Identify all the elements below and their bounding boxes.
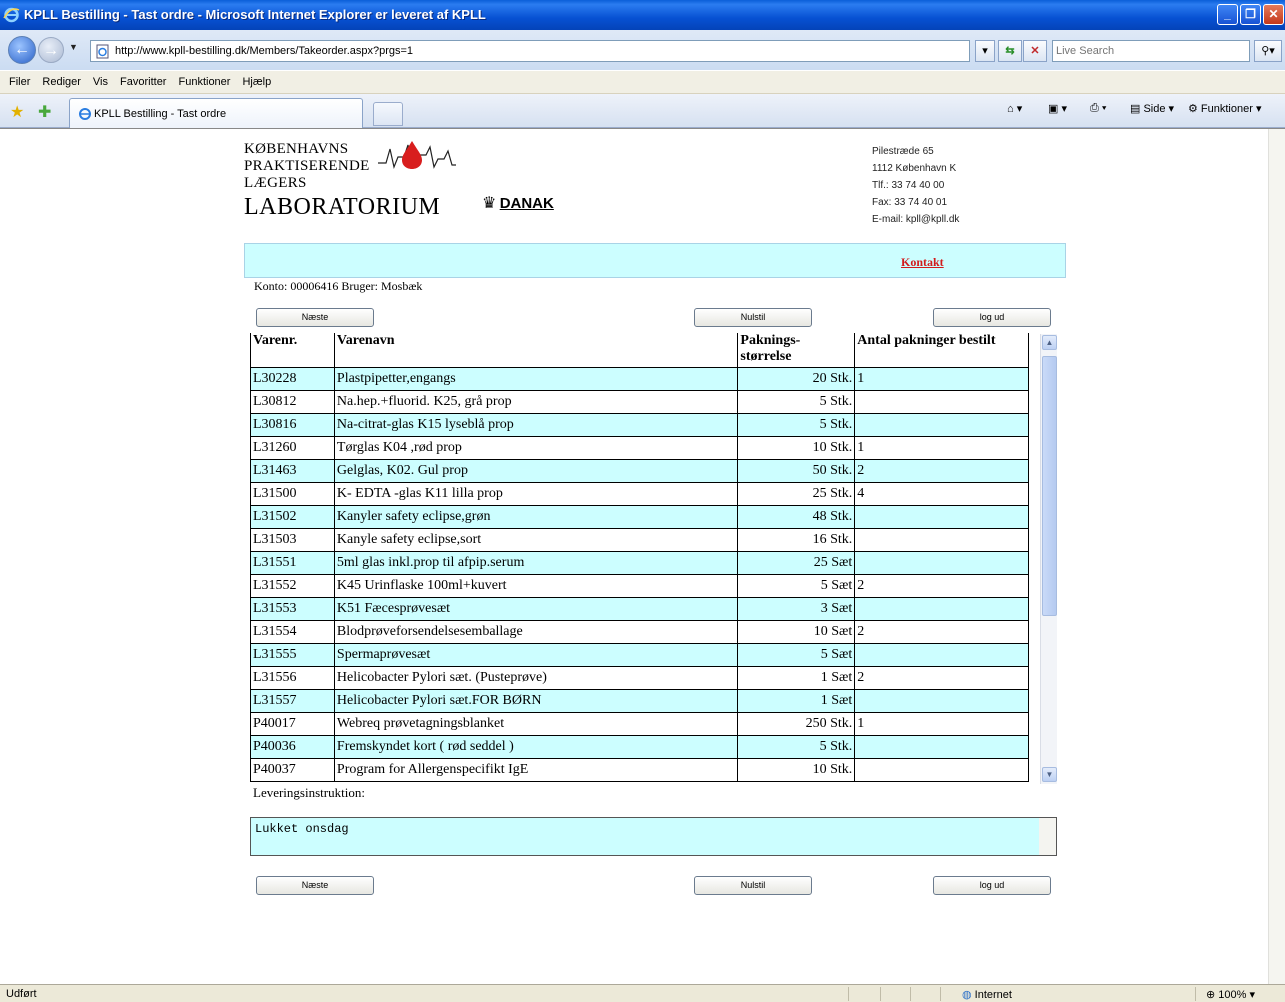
- pack-size-cell: 5 Sæt: [738, 574, 855, 597]
- quantity-cell[interactable]: 4: [855, 482, 1029, 505]
- feeds-icon[interactable]: ▣ ▾: [1048, 103, 1067, 115]
- status-bar: [0, 984, 1285, 1002]
- status-divider: [940, 987, 941, 1001]
- globe-icon: ◍: [962, 989, 972, 1001]
- heartbeat-drop-icon: [378, 137, 458, 173]
- item-number-cell: L30228: [251, 367, 335, 390]
- quantity-cell[interactable]: [855, 528, 1029, 551]
- phone-line: Tlf.: 33 74 40 00: [872, 180, 945, 191]
- item-number-cell: L31500: [251, 482, 335, 505]
- table-row: [251, 689, 1029, 712]
- item-number-cell: L30816: [251, 413, 335, 436]
- item-name-cell: K51 Fæcesprøvesæt: [334, 597, 738, 620]
- search-input[interactable]: [1056, 42, 1246, 60]
- tools-menu-label: Funktioner: [1200, 103, 1253, 115]
- address-line: Pilestræde 65: [872, 146, 934, 157]
- crown-icon: ♛: [482, 195, 497, 212]
- logout-button-top[interactable]: log ud: [933, 308, 1051, 327]
- item-number-cell: P40017: [251, 712, 335, 735]
- pack-size-cell: 25 Sæt: [738, 551, 855, 574]
- order-table-container: [250, 333, 1058, 783]
- quantity-cell[interactable]: 1: [855, 712, 1029, 735]
- table-row: [251, 436, 1029, 459]
- table-row: [251, 643, 1029, 666]
- item-number-cell: L31551: [251, 551, 335, 574]
- minimize-icon: _: [1224, 7, 1231, 21]
- zone-label: Internet: [974, 989, 1012, 1001]
- item-number-cell: L31552: [251, 574, 335, 597]
- menu-list: [3, 71, 277, 93]
- status-divider: [1195, 987, 1196, 1001]
- table-row: [251, 666, 1029, 689]
- pack-size-cell: 50 Stk.: [738, 459, 855, 482]
- quantity-cell[interactable]: 1: [855, 367, 1029, 390]
- table-header-row: [251, 333, 1029, 367]
- zoom-control[interactable]: ⊕ 100% ▾: [1206, 989, 1255, 1001]
- status-divider: [910, 987, 911, 1001]
- item-name-cell: Helicobacter Pylori sæt.FOR BØRN: [334, 689, 738, 712]
- arrow-left-icon: ←: [14, 41, 30, 58]
- item-name-cell: Blodprøveforsendelsesemballage: [334, 620, 738, 643]
- window-title: KPLL Bestilling - Tast ordre - Microsoft Internet Explorer er leveret af KPLL: [24, 7, 486, 22]
- table-row: [251, 758, 1029, 781]
- address-dropdown[interactable]: [975, 40, 995, 62]
- quantity-cell[interactable]: [855, 505, 1029, 528]
- status-divider: [880, 987, 881, 1001]
- logo-line-1: KØBENHAVNS: [244, 141, 349, 157]
- item-name-cell: Na-citrat-glas K15 lyseblå prop: [334, 413, 738, 436]
- table-row: [251, 413, 1029, 436]
- delivery-scrollbar[interactable]: [1039, 818, 1056, 855]
- menu-item[interactable]: Favoritter: [120, 76, 167, 88]
- quantity-cell[interactable]: [855, 758, 1029, 781]
- table-row: [251, 528, 1029, 551]
- item-name-cell: Spermaprøvesæt: [334, 643, 738, 666]
- home-icon[interactable]: ⌂ ▾: [1007, 103, 1023, 115]
- account-info: Konto: 00006416 Bruger: Mosbæk: [254, 279, 423, 293]
- back-button[interactable]: [8, 36, 36, 64]
- item-name-cell: Program for Allergenspecifikt IgE: [334, 758, 738, 781]
- refresh-icon: ⇆: [1005, 45, 1015, 57]
- pack-size-cell: 16 Stk.: [738, 528, 855, 551]
- close-icon: ✕: [1268, 7, 1279, 21]
- menu-item[interactable]: Hjælp: [242, 76, 272, 88]
- table-row: [251, 712, 1029, 735]
- item-number-cell: L31554: [251, 620, 335, 643]
- page-viewport: [0, 128, 1285, 984]
- item-name-cell: Gelglas, K02. Gul prop: [334, 459, 738, 482]
- item-number-cell: L31502: [251, 505, 335, 528]
- item-name-cell: Tørglas K04 ,rød prop: [334, 436, 738, 459]
- page-menu-label: Side: [1143, 103, 1166, 115]
- pack-size-cell: 48 Stk.: [738, 505, 855, 528]
- chevron-down-icon: ▾: [982, 45, 988, 57]
- page-menu[interactable]: ▤ Side ▾: [1130, 103, 1175, 115]
- logo-line-2: PRAKTISERENDE: [244, 158, 370, 174]
- danak-text: DANAK: [499, 195, 554, 212]
- ie-tab-icon: [78, 107, 92, 121]
- pack-size-cell: 10 Stk.: [738, 758, 855, 781]
- restore-icon: ❐: [1245, 7, 1256, 21]
- menu-item[interactable]: Vis: [92, 76, 109, 88]
- table-scrollbar[interactable]: [1040, 334, 1057, 784]
- tab-bar: [0, 94, 1285, 128]
- address-line: 1112 København K: [872, 163, 957, 174]
- quantity-cell[interactable]: 2: [855, 666, 1029, 689]
- lab-address: [872, 143, 959, 228]
- add-favorite-icon[interactable]: ✚: [38, 104, 52, 121]
- menu-item[interactable]: Funktioner: [178, 76, 231, 88]
- item-number-cell: L30812: [251, 390, 335, 413]
- fax-line: Fax: 33 74 40 01: [872, 197, 948, 208]
- pack-size-cell: 20 Stk.: [738, 367, 855, 390]
- scroll-down-icon[interactable]: ▼: [1042, 767, 1057, 782]
- table-row: [251, 620, 1029, 643]
- item-number-cell: L31503: [251, 528, 335, 551]
- reset-button-top[interactable]: Nulstil: [694, 308, 812, 327]
- tab-label: KPLL Bestilling - Tast ordre: [94, 108, 227, 120]
- logout-button-bottom[interactable]: log ud: [933, 876, 1051, 895]
- pack-size-cell: 3 Sæt: [738, 597, 855, 620]
- item-name-cell: Webreq prøvetagningsblanket: [334, 712, 738, 735]
- status-text: Udført: [6, 988, 37, 1000]
- maximize-button[interactable]: [1240, 4, 1261, 25]
- delivery-field[interactable]: [250, 817, 1057, 856]
- quantity-cell[interactable]: 1: [855, 436, 1029, 459]
- new-tab-button[interactable]: [373, 102, 403, 126]
- scroll-up-icon[interactable]: ▲: [1042, 335, 1057, 350]
- order-rows: [251, 367, 1029, 781]
- item-name-cell: Plastpipetter,engangs: [334, 367, 738, 390]
- menu-item[interactable]: Rediger: [42, 76, 81, 88]
- quantity-cell[interactable]: [855, 551, 1029, 574]
- pack-size-cell: 25 Stk.: [738, 482, 855, 505]
- stop-button[interactable]: [1023, 40, 1047, 62]
- pack-size-cell: 1 Sæt: [738, 666, 855, 689]
- header-item-number: Varenr.: [251, 333, 335, 367]
- minimize-button[interactable]: [1217, 4, 1238, 25]
- nav-banner: [244, 243, 1066, 278]
- page-scrollbar[interactable]: [1268, 129, 1285, 985]
- quantity-cell[interactable]: 2: [855, 574, 1029, 597]
- zoom-icon: ⊕: [1206, 989, 1216, 1001]
- address-toolbar: [0, 30, 1285, 70]
- next-button-top[interactable]: Næste: [256, 308, 374, 327]
- logo-line-3: LÆGERS: [244, 175, 307, 191]
- table-row: [251, 735, 1029, 758]
- search-field[interactable]: [1052, 40, 1250, 62]
- quantity-cell[interactable]: 2: [855, 459, 1029, 482]
- table-row: [251, 551, 1029, 574]
- item-name-cell: 5ml glas inkl.prop til afpip.serum: [334, 551, 738, 574]
- quantity-cell[interactable]: [855, 597, 1029, 620]
- ie-icon: [3, 6, 20, 23]
- email-line: E-mail: kpll@kpll.dk: [872, 214, 960, 225]
- status-divider: [848, 987, 849, 1001]
- table-row: [251, 597, 1029, 620]
- pack-size-cell: 1 Sæt: [738, 689, 855, 712]
- table-row: [251, 367, 1029, 390]
- tab-active[interactable]: [69, 98, 363, 128]
- pack-size-cell: 10 Sæt: [738, 620, 855, 643]
- item-number-cell: L31260: [251, 436, 335, 459]
- quantity-cell[interactable]: [855, 643, 1029, 666]
- tools-menu[interactable]: ⚙ Funktioner ▾: [1188, 103, 1262, 115]
- item-number-cell: L31555: [251, 643, 335, 666]
- print-icon[interactable]: ⎙ ▾: [1090, 102, 1107, 114]
- menu-item[interactable]: Filer: [9, 76, 31, 88]
- url-input[interactable]: [115, 43, 955, 59]
- order-table: [250, 333, 1029, 782]
- close-button[interactable]: [1263, 4, 1284, 25]
- header-item-name: Varenavn: [334, 333, 738, 367]
- delivery-textarea[interactable]: [255, 822, 1030, 852]
- pack-size-cell: 250 Stk.: [738, 712, 855, 735]
- logo-line-big: LABORATORIUM: [244, 194, 441, 220]
- pack-size-cell: 5 Stk.: [738, 413, 855, 436]
- item-name-cell: K45 Urinflaske 100ml+kuvert: [334, 574, 738, 597]
- scroll-thumb[interactable]: [1042, 356, 1057, 616]
- search-icon: ⚲▾: [1261, 45, 1275, 57]
- contact-link[interactable]: Kontakt: [901, 255, 944, 269]
- quantity-cell[interactable]: [855, 689, 1029, 712]
- address-field[interactable]: [90, 40, 970, 62]
- table-row: [251, 482, 1029, 505]
- pack-size-cell: 5 Sæt: [738, 643, 855, 666]
- forward-button[interactable]: [38, 37, 64, 63]
- zoom-level: 100%: [1218, 989, 1247, 1001]
- favorites-star-icon[interactable]: ★: [10, 104, 25, 121]
- delivery-label: Leveringsinstruktion:: [253, 785, 365, 800]
- pack-size-cell: 10 Stk.: [738, 436, 855, 459]
- item-name-cell: K- EDTA -glas K11 lilla prop: [334, 482, 738, 505]
- table-row: [251, 390, 1029, 413]
- table-row: [251, 459, 1029, 482]
- stop-icon: ✕: [1030, 45, 1040, 57]
- item-number-cell: L31463: [251, 459, 335, 482]
- item-number-cell: L31553: [251, 597, 335, 620]
- item-name-cell: Fremskyndet kort ( rød seddel ): [334, 735, 738, 758]
- item-number-cell: L31557: [251, 689, 335, 712]
- item-number-cell: P40036: [251, 735, 335, 758]
- quantity-cell[interactable]: [855, 735, 1029, 758]
- table-row: [251, 505, 1029, 528]
- window-titlebar[interactable]: [0, 0, 1285, 30]
- search-button[interactable]: [1254, 40, 1282, 62]
- reset-button-bottom[interactable]: Nulstil: [694, 876, 812, 895]
- quantity-cell[interactable]: [855, 413, 1029, 436]
- item-name-cell: Kanyle safety eclipse,sort: [334, 528, 738, 551]
- zone-indicator: [962, 988, 1012, 1001]
- header-quantity: Antal pakninger bestilt: [855, 333, 1029, 367]
- table-row: [251, 574, 1029, 597]
- refresh-button[interactable]: [998, 40, 1022, 62]
- page-icon: [95, 44, 110, 59]
- pack-size-cell: 5 Stk.: [738, 735, 855, 758]
- item-number-cell: L31556: [251, 666, 335, 689]
- quantity-cell[interactable]: 2: [855, 620, 1029, 643]
- item-number-cell: P40037: [251, 758, 335, 781]
- arrow-right-icon: →: [43, 42, 59, 59]
- item-name-cell: Kanyler safety eclipse,grøn: [334, 505, 738, 528]
- history-dropdown[interactable]: ▼: [69, 42, 78, 52]
- menu-bar: [0, 70, 1285, 94]
- quantity-cell[interactable]: [855, 390, 1029, 413]
- item-name-cell: Na.hep.+fluorid. K25, grå prop: [334, 390, 738, 413]
- header-pack-size: Paknings- størrelse: [738, 333, 855, 367]
- next-button-bottom[interactable]: Næste: [256, 876, 374, 895]
- danak-logo: [482, 193, 554, 213]
- pack-size-cell: 5 Stk.: [738, 390, 855, 413]
- item-name-cell: Helicobacter Pylori sæt. (Pusteprøve): [334, 666, 738, 689]
